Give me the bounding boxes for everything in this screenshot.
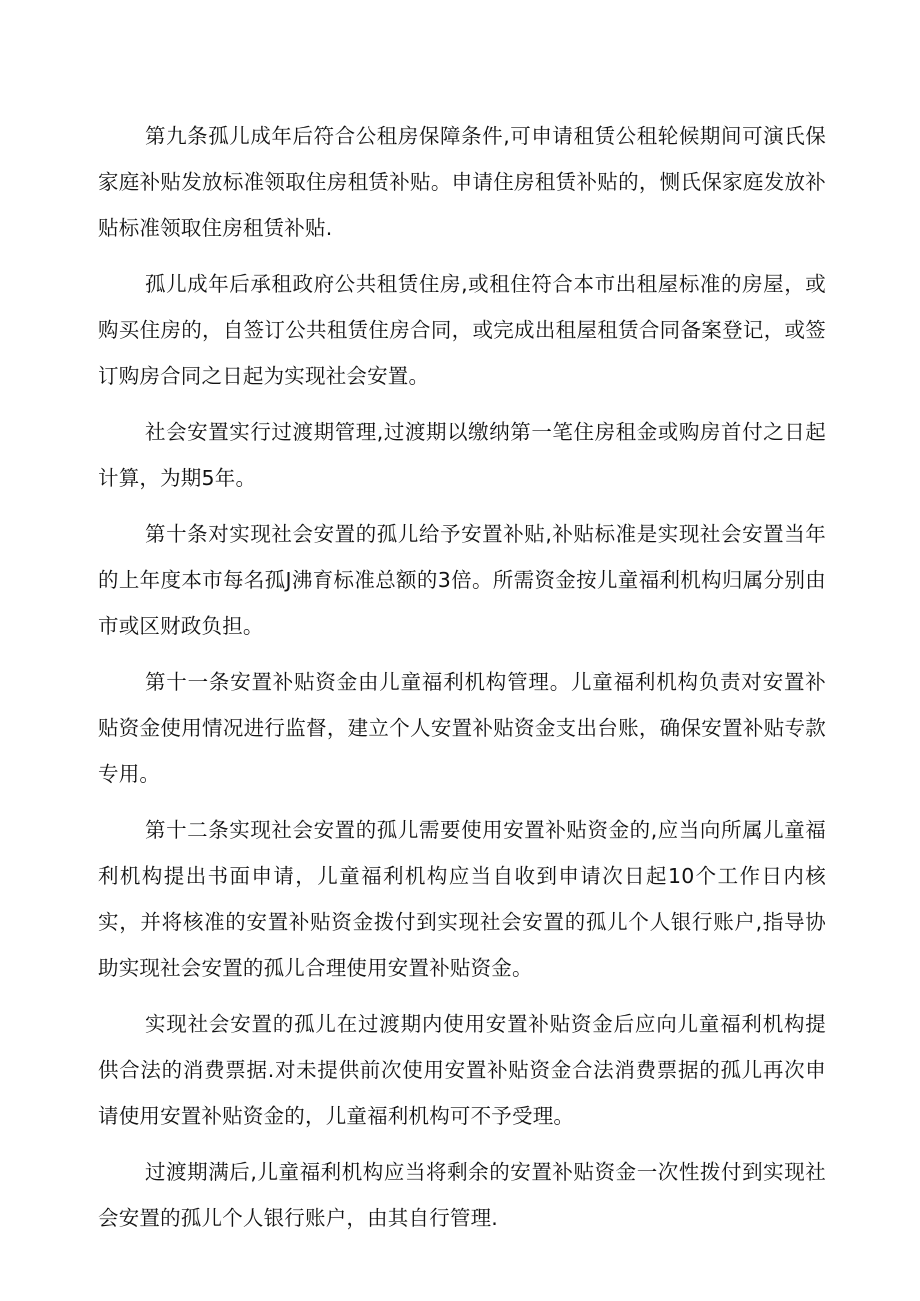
transition-period-paragraph: 社会安置实行过渡期管理,过渡期以缴纳第一笔住房租金或购房首付之日起计算，为期5年。 — [98, 420, 826, 490]
consumption-receipts-paragraph: 实现社会安置的孤儿在过渡期内使用安置补贴资金后应向儿童福利机构提供合法的消费票据.对未提供前次使用安置补贴资金合法消费票据的孤儿再次申请使用安置补贴资金的，儿童福利机构可不予受理。 — [98, 1012, 826, 1128]
article-12-paragraph: 第十二条实现社会安置的孤儿需要使用安置补贴资金的,应当向所属儿童福利机构提出书面申请，儿童福利机构应当自收到申请次日起10个工作日内核实，并将核准的安置补贴资金拨付到实现社会安置的孤儿个人银行账户,指导协助实现社会安置的孤儿合理使用安置补贴资金。 — [98, 818, 826, 980]
article-11-paragraph: 第十一条安置补贴资金由儿童福利机构管理。儿童福利机构负责对安置补贴资金使用情况进行监督，建立个人安置补贴资金支出台账，确保安置补贴专款专用。 — [98, 670, 826, 786]
article-10-paragraph: 第十条对实现社会安置的孤儿给予安置补贴,补贴标准是实现社会安置当年的上年度本市每名孤J沸育标准总额的3倍。所需资金按儿童福利机构归属分别由市或区财政负担。 — [98, 522, 826, 638]
social-placement-definition-paragraph: 孤儿成年后承租政府公共租赁住房,或租住符合本市出租屋标准的房屋，或购买住房的，自签订公共租赁住房合同，或完成出租屋租赁合同备案登记，或签订购房合同之日起为实现社会安置。 — [98, 272, 826, 388]
document-body — [98, 113, 826, 1251]
transition-end-paragraph: 过渡期满后,儿童福利机构应当将剩余的安置补贴资金一次性拨付到实现社会安置的孤儿个人银行账户，由其自行管理. — [98, 1160, 826, 1230]
article-9-paragraph: 第九条孤儿成年后符合公租房保障条件,可申请租赁公租轮候期间可演氏保家庭补贴发放标准领取住房租赁补贴。申请住房租赁补贴的，恻氏保家庭发放补贴标准领取住房租赁补贴. — [98, 124, 826, 240]
